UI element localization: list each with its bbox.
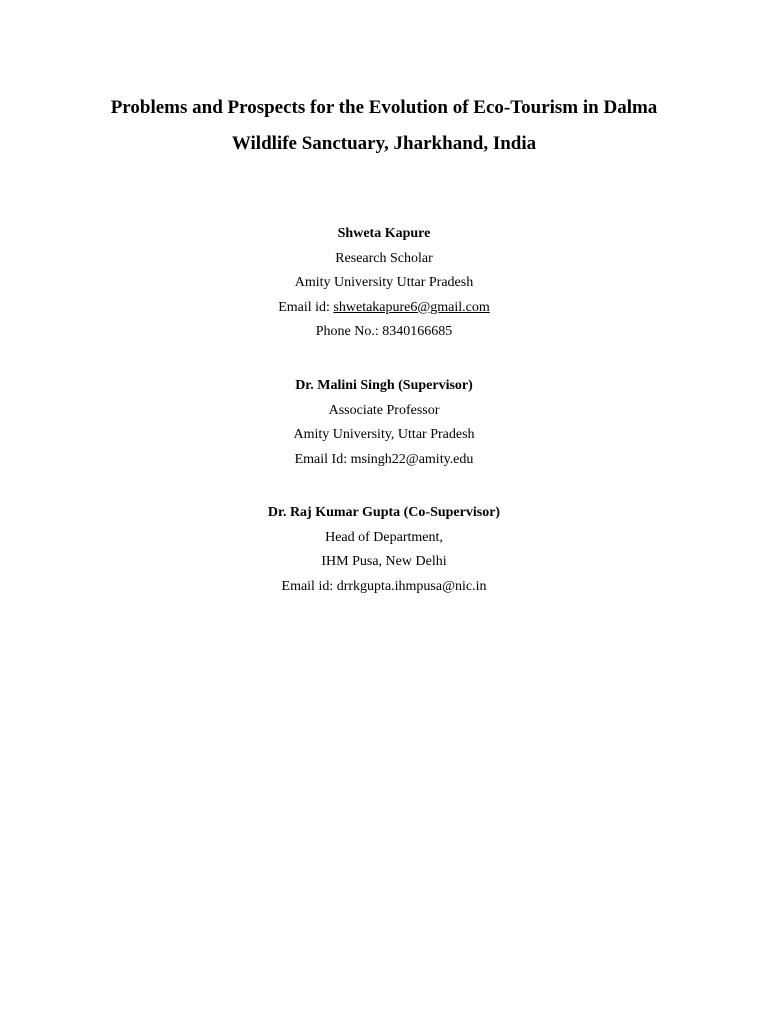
author-block-2 xyxy=(84,374,684,472)
email-link[interactable]: shwetakapure6@gmail.com xyxy=(333,299,490,315)
author-affiliation: IHM Pusa, New Delhi xyxy=(321,554,447,570)
author-name: Dr. Raj Kumar Gupta (Co-Supervisor) xyxy=(267,505,501,520)
author-email-line: Email Id: msingh22@amity.edu xyxy=(294,451,474,467)
author-affiliation: Amity University Uttar Pradesh xyxy=(294,275,474,291)
author-name: Shweta Kapure xyxy=(337,226,431,241)
author-role: Research Scholar xyxy=(335,250,433,266)
email-label: Email id: xyxy=(278,299,334,315)
author-block-1 xyxy=(84,222,684,345)
author-phone: Phone No.: 8340166685 xyxy=(315,324,453,340)
paper-title xyxy=(40,90,728,162)
author-affiliation: Amity University, Uttar Pradesh xyxy=(293,427,475,443)
author-name: Dr. Malini Singh (Supervisor) xyxy=(295,378,473,393)
author-role: Associate Professor xyxy=(328,402,440,418)
author-role: Head of Department, xyxy=(325,529,443,545)
author-email-line xyxy=(84,296,684,321)
title-line-1: Problems and Prospects for the Evolution of Eco-Tourism in Dalma xyxy=(110,97,658,118)
author-block-3 xyxy=(84,501,684,599)
author-email-line: Email id: drrkgupta.ihmpusa@nic.in xyxy=(281,578,487,594)
title-line-2: Wildlife Sanctuary, Jharkhand, India xyxy=(231,133,537,154)
